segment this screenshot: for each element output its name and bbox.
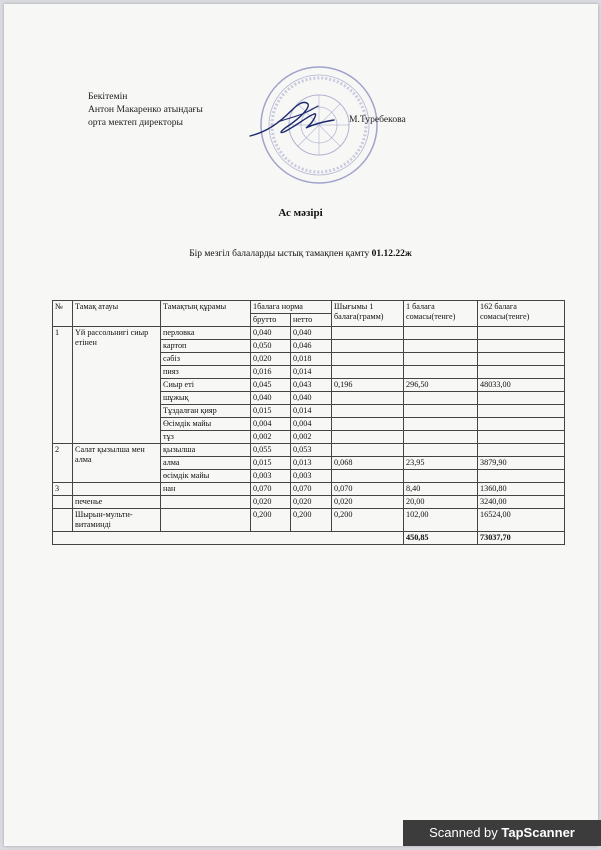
approval-block: [88, 90, 203, 129]
dish-name: Үй рассольнигі сиыр етінен: [73, 327, 161, 444]
director-name: М.Туребекова: [349, 114, 406, 125]
price-1-value: [404, 366, 478, 379]
total-price-1: 450,85: [404, 532, 478, 545]
consumption-value: [332, 327, 404, 340]
consumption-value: [332, 340, 404, 353]
price-1-value: [404, 392, 478, 405]
header-brutto: брутто: [251, 314, 291, 327]
brutto-value: 0,015: [251, 405, 291, 418]
netto-value: 0,002: [291, 431, 332, 444]
price-1-value: 8,40: [404, 483, 478, 496]
price-1-value: 296,50: [404, 379, 478, 392]
table-row: [53, 496, 565, 509]
price-162-value: [478, 392, 565, 405]
price-1-value: 20,00: [404, 496, 478, 509]
row-number: 1: [53, 327, 73, 444]
price-162-value: [478, 405, 565, 418]
brutto-value: 0,045: [251, 379, 291, 392]
netto-value: 0,004: [291, 418, 332, 431]
total-price-162: 73037,70: [478, 532, 565, 545]
dish-name: Салат қызылша мен алма: [73, 444, 161, 483]
price-1-value: [404, 431, 478, 444]
price-1-value: [404, 340, 478, 353]
price-162-value: [478, 418, 565, 431]
price-1-value: [404, 353, 478, 366]
scanner-watermark: [403, 820, 601, 846]
table-row: [53, 444, 565, 457]
price-162-value: [478, 340, 565, 353]
approval-line-1: Бекітемін: [88, 91, 128, 102]
brutto-value: 0,015: [251, 457, 291, 470]
dish-name: [73, 483, 161, 496]
brutto-value: 0,020: [251, 353, 291, 366]
netto-value: 0,040: [291, 392, 332, 405]
header-norm: 1балага норма: [251, 301, 332, 314]
price-162-value: 48033,00: [478, 379, 565, 392]
brutto-value: 0,004: [251, 418, 291, 431]
ingredient: Тұздалған қияр: [161, 405, 251, 418]
netto-value: 0,003: [291, 470, 332, 483]
ingredient: сәбіз: [161, 353, 251, 366]
watermark-brand: TapScanner: [501, 825, 575, 840]
price-1-value: [404, 327, 478, 340]
brutto-value: 0,002: [251, 431, 291, 444]
consumption-value: [332, 418, 404, 431]
header-composition: Тамақтың құрамы: [161, 301, 251, 327]
price-162-value: 1360,80: [478, 483, 565, 496]
signature-icon: [248, 96, 338, 142]
brutto-value: 0,070: [251, 483, 291, 496]
consumption-value: 0,070: [332, 483, 404, 496]
brutto-value: 0,016: [251, 366, 291, 379]
table-row: [53, 483, 565, 496]
price-162-value: [478, 470, 565, 483]
brutto-value: 0,200: [251, 509, 291, 532]
price-1-value: [404, 444, 478, 457]
ingredient: алма: [161, 457, 251, 470]
netto-value: 0,018: [291, 353, 332, 366]
brutto-value: 0,003: [251, 470, 291, 483]
consumption-value: 0,068: [332, 457, 404, 470]
price-162-value: [478, 431, 565, 444]
consumption-value: [332, 392, 404, 405]
ingredient: шұжық: [161, 392, 251, 405]
subtitle-text: Бір мезгіл балаларды ыстық тамақпен қамту: [189, 249, 370, 259]
price-1-value: 102,00: [404, 509, 478, 532]
price-162-value: [478, 444, 565, 457]
price-1-value: [404, 418, 478, 431]
ingredient: перловка: [161, 327, 251, 340]
netto-value: 0,040: [291, 327, 332, 340]
consumption-value: 0,200: [332, 509, 404, 532]
header-consumption: Шығымы 1 балаға(грамм): [332, 301, 404, 327]
subtitle-date: 01.12.22ж: [371, 249, 412, 259]
ingredient: [161, 509, 251, 532]
ingredient: өсімдік майы: [161, 470, 251, 483]
row-number: 2: [53, 444, 73, 483]
netto-value: 0,070: [291, 483, 332, 496]
total-blank: [53, 532, 404, 545]
ingredient: [161, 496, 251, 509]
ingredient: пияз: [161, 366, 251, 379]
header-price-1: 1 балага сомасы(тенге): [404, 301, 478, 327]
dish-name: печенье: [73, 496, 161, 509]
watermark-prefix: Scanned by: [429, 825, 502, 840]
consumption-value: 0,020: [332, 496, 404, 509]
header-price-162: 162 балага сомасы(тенге): [478, 301, 565, 327]
netto-value: 0,014: [291, 405, 332, 418]
approval-line-3: орта мектеп директоры: [88, 117, 183, 128]
brutto-value: 0,050: [251, 340, 291, 353]
netto-value: 0,013: [291, 457, 332, 470]
ingredient: Сиыр еті: [161, 379, 251, 392]
header-dish: Тамақ атауы: [73, 301, 161, 327]
ingredient: картоп: [161, 340, 251, 353]
price-162-value: 3879,90: [478, 457, 565, 470]
row-number: [53, 509, 73, 532]
brutto-value: 0,055: [251, 444, 291, 457]
consumption-value: [332, 405, 404, 418]
page-title: Ас мәзірі: [278, 207, 323, 219]
total-row: [53, 532, 565, 545]
price-162-value: 3240,00: [478, 496, 565, 509]
netto-value: 0,053: [291, 444, 332, 457]
table-row: [53, 327, 565, 340]
header-num: №: [53, 301, 73, 327]
brutto-value: 0,020: [251, 496, 291, 509]
consumption-value: [332, 353, 404, 366]
netto-value: 0,020: [291, 496, 332, 509]
price-162-value: 16524,00: [478, 509, 565, 532]
price-162-value: [478, 353, 565, 366]
header-netto: нетто: [291, 314, 332, 327]
table-header-row: [53, 301, 565, 314]
row-number: 3: [53, 483, 73, 496]
brutto-value: 0,040: [251, 327, 291, 340]
price-1-value: [404, 470, 478, 483]
consumption-value: [332, 366, 404, 379]
approval-line-2: Антон Макаренко атындағы: [88, 104, 203, 115]
netto-value: 0,043: [291, 379, 332, 392]
brutto-value: 0,040: [251, 392, 291, 405]
netto-value: 0,014: [291, 366, 332, 379]
row-number: [53, 496, 73, 509]
price-162-value: [478, 327, 565, 340]
ingredient: Өсімдік майы: [161, 418, 251, 431]
dish-name: Шырын-мульти-витаминді: [73, 509, 161, 532]
consumption-value: [332, 444, 404, 457]
consumption-value: 0,196: [332, 379, 404, 392]
consumption-value: [332, 431, 404, 444]
subtitle: [0, 249, 601, 259]
price-1-value: 23,95: [404, 457, 478, 470]
consumption-value: [332, 470, 404, 483]
menu-table-body: [53, 301, 565, 545]
table-row: [53, 509, 565, 532]
ingredient: нан: [161, 483, 251, 496]
ingredient: қызылша: [161, 444, 251, 457]
price-1-value: [404, 405, 478, 418]
price-162-value: [478, 366, 565, 379]
netto-value: 0,200: [291, 509, 332, 532]
netto-value: 0,046: [291, 340, 332, 353]
menu-table: [52, 300, 565, 545]
ingredient: тұз: [161, 431, 251, 444]
